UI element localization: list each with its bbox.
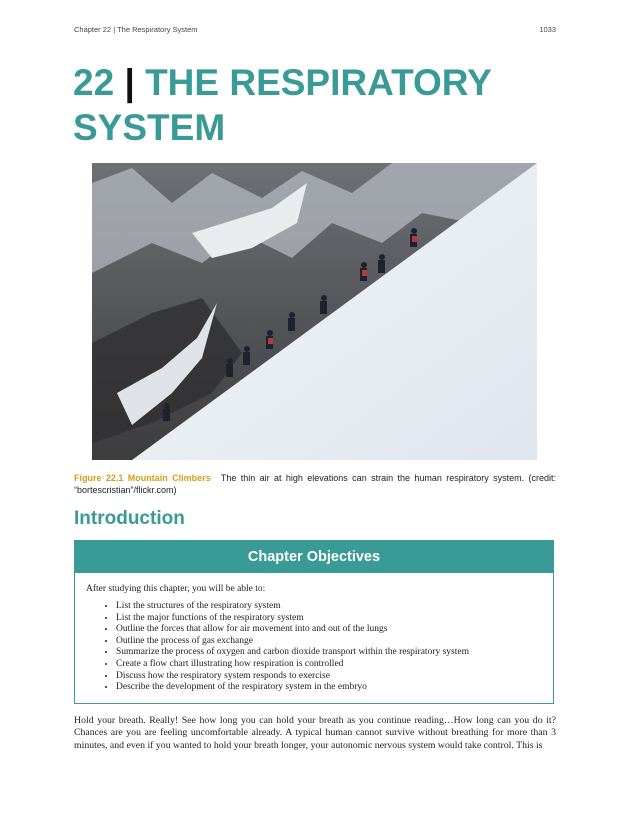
objective-item: • Describe the development of the respiratory system in the embryo (116, 682, 469, 694)
objective-item: • Discuss how the respiratory system responds to exercise (116, 671, 469, 683)
running-title: Chapter 22 | The Respiratory System (74, 25, 198, 34)
chapter-separator: | (124, 62, 135, 103)
objective-item: • List the major functions of the respiratory system (116, 613, 469, 625)
objectives-list (86, 601, 469, 694)
chapter-title-line1: THE RESPIRATORY (145, 62, 492, 103)
objective-item: • Outline the process of gas exchange (116, 636, 469, 648)
objectives-title: Chapter Objectives (75, 541, 553, 573)
figure-label: Figure 22.1 Mountain Climbers (74, 473, 211, 483)
mountain-climbers-photo (92, 163, 537, 460)
figure-caption-text: The thin air at high elevations can strain the human respiratory system. (credit: “bortescristian”/flickr.com) (74, 473, 556, 495)
page-number: 1033 (539, 25, 556, 34)
photo-illustration (92, 163, 537, 460)
body-paragraph: Hold your breath. Really! See how long you can hold your breath as you continue reading…How long can you do it? Chances are you are feeling uncomfortable already. A typical human cannot survive without breathing for more than 3 minutes, and even if you wanted to hold your breath longer, your autonomic nervous system would take control. This is (74, 715, 556, 751)
objective-item: • Summarize the process of oxygen and carbon dioxide transport within the respiratory system (116, 647, 469, 659)
objective-item: • Outline the forces that allow for air movement into and out of the lungs (116, 624, 469, 636)
chapter-number: 22 (73, 62, 115, 103)
objective-item: • Create a flow chart illustrating how respiration is controlled (116, 659, 469, 671)
chapter-title-line2: SYSTEM (73, 107, 226, 148)
chapter-objectives-box (74, 540, 554, 704)
chapter-title (73, 60, 553, 150)
objectives-intro: After studying this chapter, you will be able to: (86, 584, 266, 594)
introduction-heading: Introduction (74, 508, 185, 529)
objective-item: • List the structures of the respiratory system (116, 601, 469, 613)
figure-caption (74, 472, 556, 496)
